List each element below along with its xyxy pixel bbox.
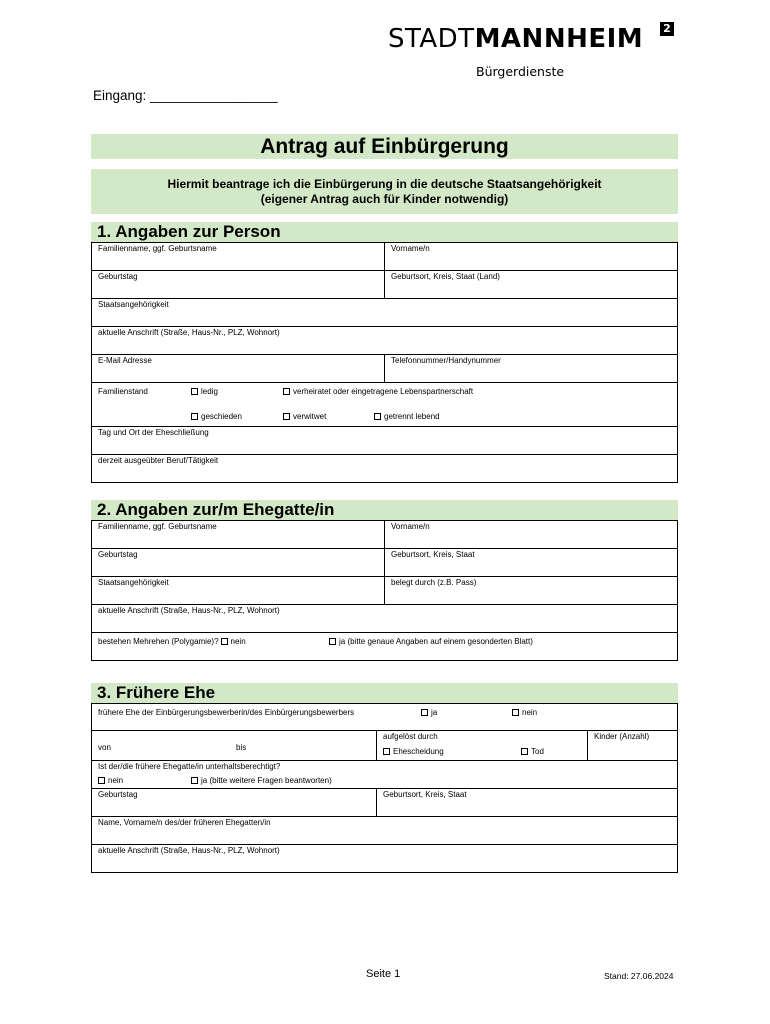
label-ehegatte-belegt: belegt durch (z.B. Pass) <box>391 578 477 587</box>
field-aufgeloest <box>376 731 587 760</box>
label-von: von <box>98 743 111 752</box>
section-2-form <box>91 520 678 661</box>
option-verwitwet[interactable] <box>283 412 326 421</box>
field-familienname[interactable] <box>92 243 384 270</box>
field-familienstand <box>92 382 677 426</box>
label-familienname: Familienname, ggf. Geburtsname <box>98 244 217 253</box>
field-frueherer-ehegatte-geburtstag[interactable] <box>92 789 376 816</box>
label-mehrehen-text: bestehen Mehrehen (Polygamie)? <box>98 637 219 646</box>
field-geburtsort[interactable] <box>384 271 677 298</box>
checkbox-tod[interactable] <box>521 748 528 755</box>
label-ehegatte-geburtstag: Geburtstag <box>98 550 138 559</box>
section-1-heading: 1. Angaben zur Person <box>91 222 678 242</box>
label-aufgeloest: aufgelöst durch <box>383 732 438 741</box>
option-ledig[interactable] <box>191 387 218 396</box>
label-staatsangehoerigkeit: Staatsangehörigkeit <box>98 300 169 309</box>
label-beruf: derzeit ausgeübter Beruf/Tätigkeit <box>98 456 219 465</box>
checkbox-fruehere-ehe-nein[interactable] <box>512 709 519 716</box>
logo-superscript-badge: 2 <box>660 22 674 36</box>
field-kinder[interactable] <box>587 731 677 760</box>
field-email[interactable] <box>92 355 384 382</box>
section-3-form <box>91 703 678 873</box>
label-tod: Tod <box>531 747 544 756</box>
field-beruf[interactable] <box>92 455 677 482</box>
option-verheiratet[interactable] <box>283 387 473 396</box>
option-geschieden[interactable] <box>191 412 242 421</box>
section-3-heading: 3. Frühere Ehe <box>91 683 678 703</box>
logo-word-stadt: STADT <box>388 24 475 54</box>
label-ledig: ledig <box>201 387 218 396</box>
field-ehegatte-geburtstag[interactable] <box>92 549 384 576</box>
field-ehegatte-vorname[interactable] <box>384 521 677 548</box>
logo-word-mannheim: MANNHEIM <box>474 24 644 54</box>
label-fruehere-ehe-nein: nein <box>522 708 538 717</box>
label-frueherer-ehegatte-anschrift: aktuelle Anschrift (Straße, Haus-Nr., PLZ, Wohnort) <box>98 846 280 855</box>
field-fruehere-ehe <box>92 703 677 730</box>
field-geburtstag[interactable] <box>92 271 384 298</box>
field-von-bis[interactable] <box>92 731 376 760</box>
option-fruehere-ehe-nein[interactable] <box>512 708 537 717</box>
option-fruehere-ehe-ja[interactable] <box>421 708 437 717</box>
label-ehegatte-anschrift: aktuelle Anschrift (Straße, Haus-Nr., PLZ, Wohnort) <box>98 606 280 615</box>
field-staatsangehoerigkeit[interactable] <box>92 299 677 326</box>
checkbox-unterhalt-nein[interactable] <box>98 777 105 784</box>
subbrand-buergerdienste: Bürgerdienste <box>476 64 565 79</box>
label-ehegatte-geburtsort: Geburtsort, Kreis, Staat <box>391 550 475 559</box>
checkbox-unterhalt-ja[interactable] <box>191 777 198 784</box>
intro-box <box>91 169 678 214</box>
field-frueherer-ehegatte-anschrift[interactable] <box>92 845 677 872</box>
label-ehegatte-vorname: Vorname/n <box>391 522 430 531</box>
label-telefon: Telefonnummer/Handynummer <box>391 356 501 365</box>
section-1-form <box>91 242 678 483</box>
intro-line-2: (eigener Antrag auch für Kinder notwendig) <box>260 191 509 206</box>
label-eheschliessung: Tag und Ort der Eheschließung <box>98 428 209 437</box>
field-frueherer-ehegatte-name[interactable] <box>92 817 677 844</box>
checkbox-geschieden[interactable] <box>191 413 198 420</box>
option-unterhalt-nein[interactable] <box>98 776 123 785</box>
label-unterhalt-nein: nein <box>108 776 124 785</box>
label-vorname: Vorname/n <box>391 244 430 253</box>
field-mehrehen <box>92 632 677 660</box>
label-verheiratet: verheiratet oder eingetragene Lebenspartnerschaft <box>293 387 474 396</box>
field-frueherer-ehegatte-geburtsort[interactable] <box>376 789 677 816</box>
page-number: Seite 1 <box>366 968 401 980</box>
field-eheschliessung[interactable] <box>92 427 677 454</box>
checkbox-getrennt-lebend[interactable] <box>374 413 381 420</box>
label-mehrehen-ja: ja (bitte genaue Angaben auf einem gesonderten Blatt) <box>339 637 533 646</box>
label-anschrift: aktuelle Anschrift (Straße, Haus-Nr., PLZ, Wohnort) <box>98 328 280 337</box>
field-ehegatte-geburtsort[interactable] <box>384 549 677 576</box>
checkbox-verheiratet[interactable] <box>283 388 290 395</box>
checkbox-mehrehen-nein[interactable] <box>221 638 228 645</box>
label-ehegatte-staatsangehoerigkeit: Staatsangehörigkeit <box>98 578 169 587</box>
label-frueherer-ehegatte-geburtsort: Geburtsort, Kreis, Staat <box>383 790 467 799</box>
field-ehegatte-anschrift[interactable] <box>92 605 677 632</box>
field-telefon[interactable] <box>384 355 677 382</box>
label-frueherer-ehegatte-geburtstag: Geburtstag <box>98 790 138 799</box>
label-email: E-Mail Adresse <box>98 356 152 365</box>
label-geschieden: geschieden <box>201 412 242 421</box>
checkbox-mehrehen-ja[interactable] <box>329 638 336 645</box>
section-2-heading: 2. Angaben zur/m Ehegatte/in <box>91 500 678 520</box>
label-fruehere-ehe: frühere Ehe der Einbürgerungsbewerberin/des Einbürgerungsbewerbers <box>98 708 355 717</box>
label-frueherer-ehegatte-name: Name, Vorname/n des/der früheren Ehegatten/in <box>98 818 271 827</box>
checkbox-fruehere-ehe-ja[interactable] <box>421 709 428 716</box>
checkbox-verwitwet[interactable] <box>283 413 290 420</box>
label-mehrehen-nein: nein <box>230 637 246 646</box>
label-mehrehen <box>98 637 246 646</box>
label-kinder: Kinder (Anzahl) <box>594 732 650 741</box>
label-bis: bis <box>236 743 247 752</box>
label-ehescheidung: Ehescheidung <box>393 747 444 756</box>
eingang-field[interactable]: Eingang: _________________ <box>93 88 278 103</box>
field-unterhalt <box>92 760 677 788</box>
page-title: Antrag auf Einbürgerung <box>91 134 678 159</box>
option-unterhalt-ja[interactable] <box>191 776 332 785</box>
stand-date: Stand: 27.06.2024 <box>604 971 674 981</box>
label-ehegatte-familienname: Familienname, ggf. Geburtsname <box>98 522 217 531</box>
field-ehegatte-familienname[interactable] <box>92 521 384 548</box>
label-getrennt-lebend: getrennt lebend <box>384 412 440 421</box>
checkbox-ehescheidung[interactable] <box>383 748 390 755</box>
option-tod[interactable] <box>521 747 544 756</box>
field-ehegatte-belegt[interactable] <box>384 577 677 604</box>
checkbox-ledig[interactable] <box>191 388 198 395</box>
option-ehescheidung[interactable] <box>383 747 444 756</box>
intro-line-1: Hiermit beantrage ich die Einbürgerung in die deutsche Staatsangehörigkeit <box>167 176 602 191</box>
label-fruehere-ehe-ja: ja <box>431 708 438 717</box>
field-ehegatte-staatsangehoerigkeit[interactable] <box>92 577 384 604</box>
option-getrennt-lebend[interactable] <box>374 412 440 421</box>
label-geburtstag: Geburtstag <box>98 272 138 281</box>
field-vorname[interactable] <box>384 243 677 270</box>
field-anschrift[interactable] <box>92 327 677 354</box>
label-familienstand: Familienstand <box>98 387 148 396</box>
label-geburtsort: Geburtsort, Kreis, Staat (Land) <box>391 272 500 281</box>
label-unterhalt: Ist der/die frühere Ehegatte/in unterhaltsberechtigt? <box>98 762 281 771</box>
stadt-mannheim-logo <box>388 22 688 56</box>
label-verwitwet: verwitwet <box>293 412 327 421</box>
option-mehrehen-ja[interactable] <box>329 637 533 646</box>
label-unterhalt-ja: ja (bitte weitere Fragen beantworten) <box>201 776 332 785</box>
